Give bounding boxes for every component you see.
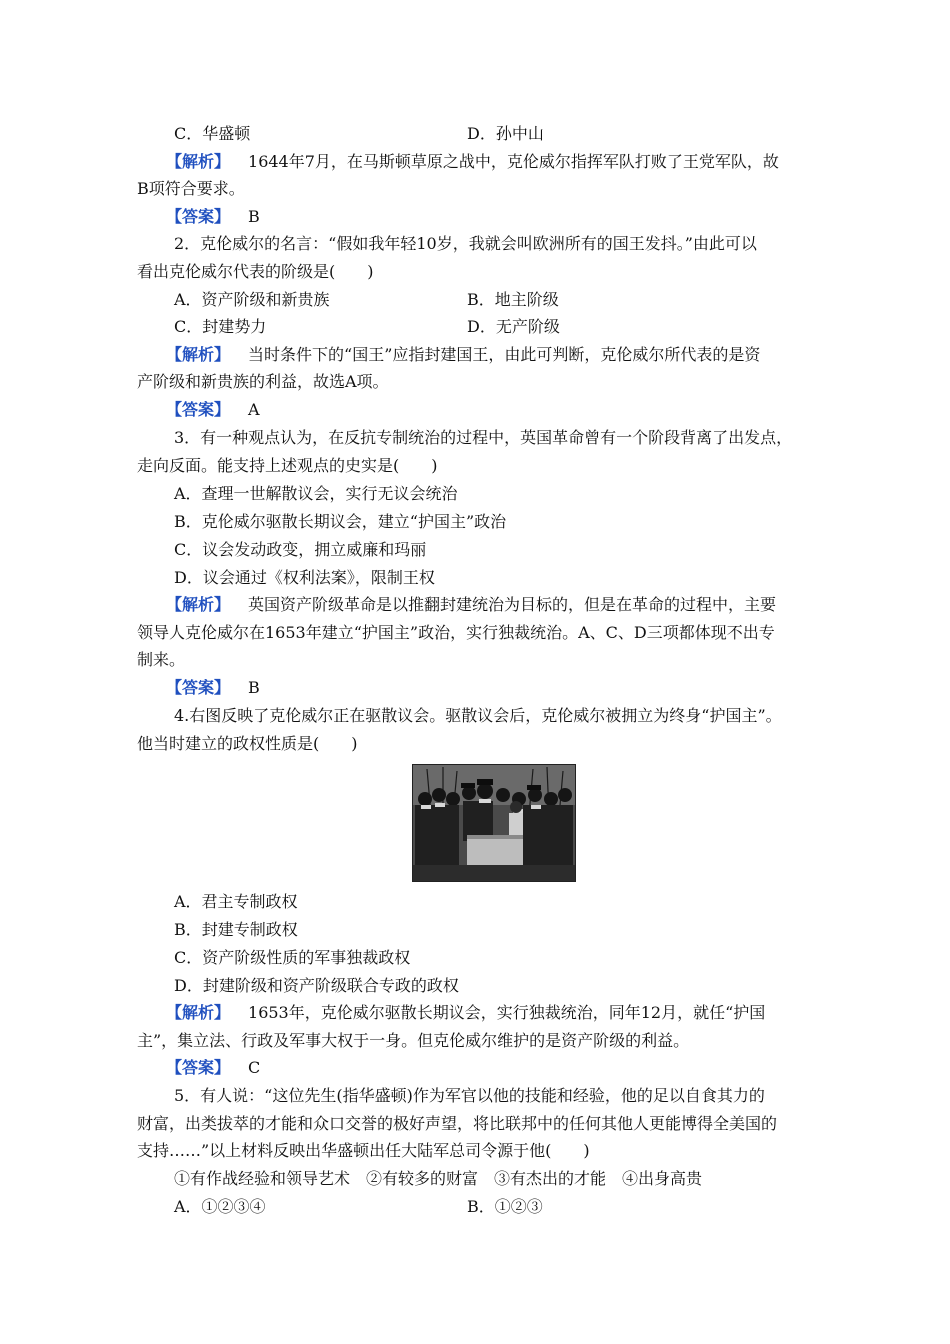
q1-answer-value: B [248, 207, 260, 226]
engraving-illustration [413, 765, 575, 881]
q3-option-a: A．查理一世解散议会，实行无议会统治 [174, 484, 458, 503]
answer-tag: 【答案】 [166, 400, 231, 419]
q5-option-a: A．①②③④ [174, 1197, 266, 1216]
q3-analysis-text: 英国资产阶级革命是以推翻封建统治为目标的，但是在革命的过程中，主要 [248, 595, 777, 614]
analysis-tag: 【解析】 [166, 595, 231, 614]
q3-analysis-line-2: 领导人克伦威尔在1653年建立“护国主”政治，实行独裁统治。A、C、D三项都体现不出专 [137, 623, 775, 642]
q4-option-a: A．君主专制政权 [174, 892, 298, 911]
q2-answer-value: A [248, 400, 260, 419]
q3-stem-line-1: 3．有一种观点认为，在反抗专制统治的过程中，英国革命曾有一个阶段背离了出发点， [174, 428, 793, 447]
q3-analysis-line-3: 制来。 [137, 650, 186, 669]
q2-option-a: A．资产阶级和新贵族 [174, 290, 330, 309]
q2-analysis-text: 当时条件下的“国王”应指封建国王，由此可判断，克伦威尔所代表的是资 [248, 345, 761, 364]
q3-option-c: C．议会发动政变，拥立威廉和玛丽 [174, 540, 427, 559]
q4-option-b: B．封建专制政权 [174, 920, 298, 939]
q5-stem-line-1: 5．有人说：“这位先生(指华盛顿)作为军官以他的技能和经验，他的足以自食其力的 [174, 1086, 765, 1105]
analysis-tag: 【解析】 [166, 1003, 231, 1022]
q4-option-d: D．封建阶级和资产阶级联合专政的政权 [174, 976, 459, 995]
q5-stem-line-2: 财富，出类拔萃的才能和众口交誉的极好声望，将比联邦中的任何其他人更能博得全美国的 [137, 1114, 778, 1133]
q2-analysis-line-2: 产阶级和新贵族的利益，故选A项。 [137, 372, 389, 391]
q2-answer [166, 400, 260, 420]
q2-option-d: D．无产阶级 [467, 317, 560, 336]
q1-option-c: C．华盛顿 [174, 124, 251, 143]
q2-analysis-line-1 [166, 345, 760, 365]
q4-answer [166, 1058, 260, 1078]
q4-stem-line-1: 4.右图反映了克伦威尔正在驱散议会。驱散议会后，克伦威尔被拥立为终身“护国主”。 [174, 706, 782, 725]
q5-option-b: B．①②③ [467, 1197, 543, 1216]
q5-items: ①有作战经验和领导艺术 ②有较多的财富 ③有杰出的才能 ④出身高贵 [174, 1169, 703, 1188]
q4-analysis-line-1 [166, 1003, 765, 1023]
analysis-tag: 【解析】 [166, 345, 231, 364]
q4-analysis-text: 1653年，克伦威尔驱散长期议会，实行独裁统治，同年12月，就任“护国 [248, 1003, 766, 1022]
q2-option-c: C．封建势力 [174, 317, 267, 336]
q4-analysis-line-2: 主”，集立法、行政及军事大权于一身。但克伦威尔维护的是资产阶级的利益。 [137, 1031, 690, 1050]
q4-stem-line-2: 他当时建立的政权性质是( ) [137, 734, 358, 753]
q4-option-c: C．资产阶级性质的军事独裁政权 [174, 948, 411, 967]
q1-answer [166, 207, 260, 227]
q5-stem-line-3: 支持……”以上材料反映出华盛顿出任大陆军总司令源于他( ) [137, 1141, 590, 1160]
q4-answer-value: C [248, 1058, 261, 1077]
q3-answer-value: B [248, 678, 260, 697]
answer-tag: 【答案】 [166, 1058, 231, 1077]
q1-analysis-line-1 [166, 152, 779, 172]
q2-stem-line-1: 2．克伦威尔的名言：“假如我年轻10岁，我就会叫欧洲所有的国王发抖。”由此可以 [174, 234, 757, 253]
q3-option-b: B．克伦威尔驱散长期议会，建立“护国主”政治 [174, 512, 507, 531]
q1-analysis-line-2: B项符合要求。 [137, 179, 245, 198]
analysis-tag: 【解析】 [166, 152, 231, 171]
answer-tag: 【答案】 [166, 207, 231, 226]
q3-analysis-line-1 [166, 595, 776, 615]
q2-option-b: B．地主阶级 [467, 290, 559, 309]
q1-analysis-text: 1644年7月，在马斯顿草原之战中，克伦威尔指挥军队打败了王党军队，故 [248, 152, 779, 171]
q1-option-d: D．孙中山 [467, 124, 544, 143]
q3-option-d: D．议会通过《权利法案》，限制王权 [174, 568, 435, 587]
q3-answer [166, 678, 260, 698]
cromwell-dissolving-parliament-image [412, 764, 576, 882]
q3-stem-line-2: 走向反面。能支持上述观点的史实是( ) [137, 456, 438, 475]
q2-stem-line-2: 看出克伦威尔代表的阶级是( ) [137, 262, 374, 281]
answer-tag: 【答案】 [166, 678, 231, 697]
